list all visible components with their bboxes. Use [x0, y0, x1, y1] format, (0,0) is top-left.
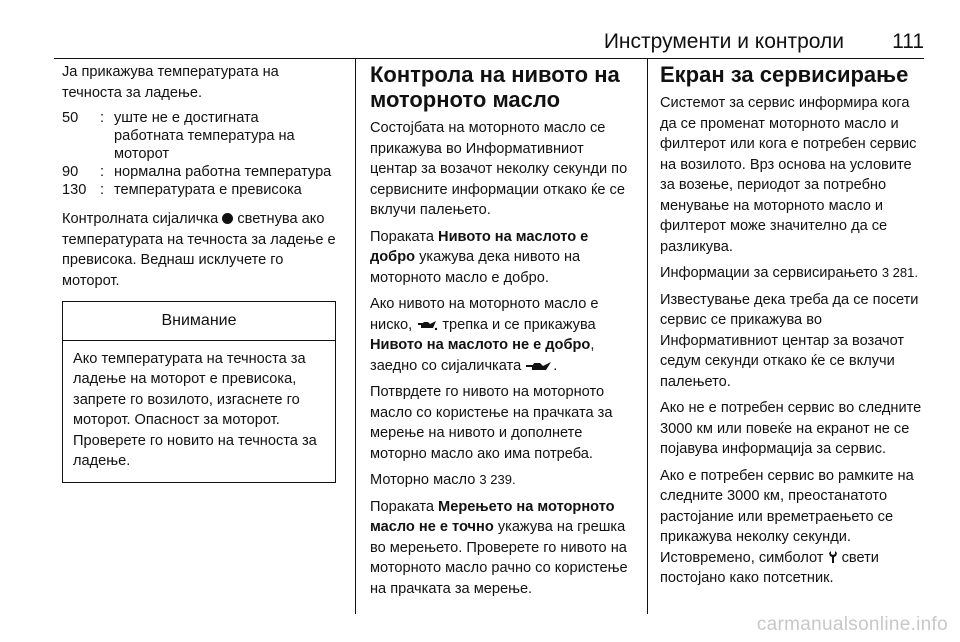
- temp-description: нормална работна температура: [114, 164, 332, 180]
- section-title: Инструменти и контроли: [603, 30, 844, 53]
- paragraph-text: трепка и се прикажува: [442, 316, 596, 333]
- paragraph-text: Ако нивото на моторното масло е ниско,: [370, 296, 599, 333]
- column-divider-2: [647, 58, 648, 614]
- paragraph-text: Ако е потребен сервис во рамките на следните 3000 км, преостанатото растојание или времетраењето се прикажува неколку секунди. Истовремено, симболот: [660, 467, 914, 566]
- watermark: carmanualsonline.info: [756, 614, 948, 635]
- paragraph: [370, 470, 634, 491]
- paragraph-text: укажува на грешка во мерењето. Проверете го нивото на моторното масло рачно со користење на прачката за мерење.: [370, 519, 628, 597]
- oil-pressure-icon: [525, 360, 553, 372]
- paragraph: [660, 263, 928, 284]
- intro-text: Ја прикажува температурата на течноста за ладење.: [62, 64, 279, 101]
- paragraph: [370, 227, 634, 289]
- separator: :: [100, 182, 105, 198]
- warning-title: Внимание: [63, 302, 335, 341]
- page-header: [54, 30, 924, 58]
- temp-value: 130: [62, 182, 87, 198]
- table-row: [62, 109, 332, 163]
- temp-description: уште не е достигната работната температура на моторот: [114, 110, 295, 162]
- message-text: Нивото на маслото не е добро: [370, 337, 591, 353]
- paragraph: Ако не е потребен сервис во следните 3000 км или повеќе на екранот не се појавува информација за сервис.: [660, 400, 922, 457]
- paragraph-text: Контролната сијаличка: [62, 211, 219, 227]
- table-row: [62, 163, 332, 181]
- paragraph-text: Пораката: [370, 498, 434, 515]
- temp-value: 90: [62, 164, 79, 180]
- column-1: [62, 62, 342, 483]
- paragraph-text: .: [553, 357, 558, 374]
- paragraph: Системот за сервис информира кога да се променат моторното масло и филтерот или кога е потребен сервис на возилото. Врз основа на условите за возење, периодот за потребно менување на моторното масло и филтерот може значително да се разликува.: [660, 95, 917, 255]
- paragraph: [370, 497, 634, 600]
- paragraph: [660, 466, 928, 589]
- temp-value: 50: [62, 110, 79, 126]
- warning-light-paragraph: [62, 209, 342, 291]
- column-divider-1: [355, 58, 356, 614]
- paragraph-text: светнува ако температурата на течноста за ладење е превисока. Веднаш исклучете го моторот.: [62, 211, 336, 289]
- oil-can-icon: [416, 319, 438, 331]
- temperature-table: [62, 109, 332, 199]
- paragraph-text: укажува дека нивото на моторното масло е добро.: [370, 249, 581, 286]
- warning-box: [62, 301, 336, 483]
- wrench-icon: [828, 550, 838, 564]
- page-reference[interactable]: 3 281.: [881, 265, 918, 280]
- page-number: 111: [892, 30, 924, 53]
- paragraph: [370, 294, 634, 376]
- separator: :: [100, 110, 105, 126]
- separator: :: [100, 164, 105, 180]
- paragraph: Состојбата на моторното масло се прикажува во Информативниот центар за возачот неколку секунди по сервисните информации откако ќе се вклучи палењето.: [370, 120, 628, 218]
- temp-description: температурата е превисока: [114, 182, 302, 198]
- warning-light-icon: [222, 213, 233, 224]
- message-text: Мерењето на моторното масло не е точно: [370, 498, 615, 535]
- paragraph: Потврдете го нивото на моторното масло со користење на прачката за мерење на нивото и дополнете моторно масло ако има потреба.: [370, 384, 613, 462]
- paragraph-text: , заедно со сијаличката: [370, 337, 595, 374]
- warning-body: Ако температурата на течноста за ладење на моторот е превисока, запрете го возилото, изгаснете го моторот. Опасност за моторот. Проверете го новито на течноста за ладење.: [73, 350, 317, 469]
- page-reference[interactable]: 3 239.: [479, 472, 516, 487]
- header-divider: [54, 58, 924, 59]
- message-text: Нивото на маслото е добро: [370, 228, 589, 265]
- section-heading: Контрола на нивото на моторното масло: [370, 62, 620, 112]
- column-3: [660, 62, 928, 595]
- paragraph-text: Пораката: [370, 228, 434, 245]
- paragraph-text: Моторно масло: [370, 472, 476, 488]
- paragraph: Известување дека треба да се посети сервис се прикажува во Информативниот центар за возачот седум секунди откако ќе се вклучи палењето.: [660, 291, 919, 390]
- section-heading: Екран за сервисирање: [660, 62, 909, 87]
- table-row: [62, 181, 332, 199]
- paragraph-text: свети постојано како потсетник.: [660, 549, 879, 586]
- column-2: [370, 62, 634, 605]
- paragraph-text: Информации за сервисирањето: [660, 265, 878, 281]
